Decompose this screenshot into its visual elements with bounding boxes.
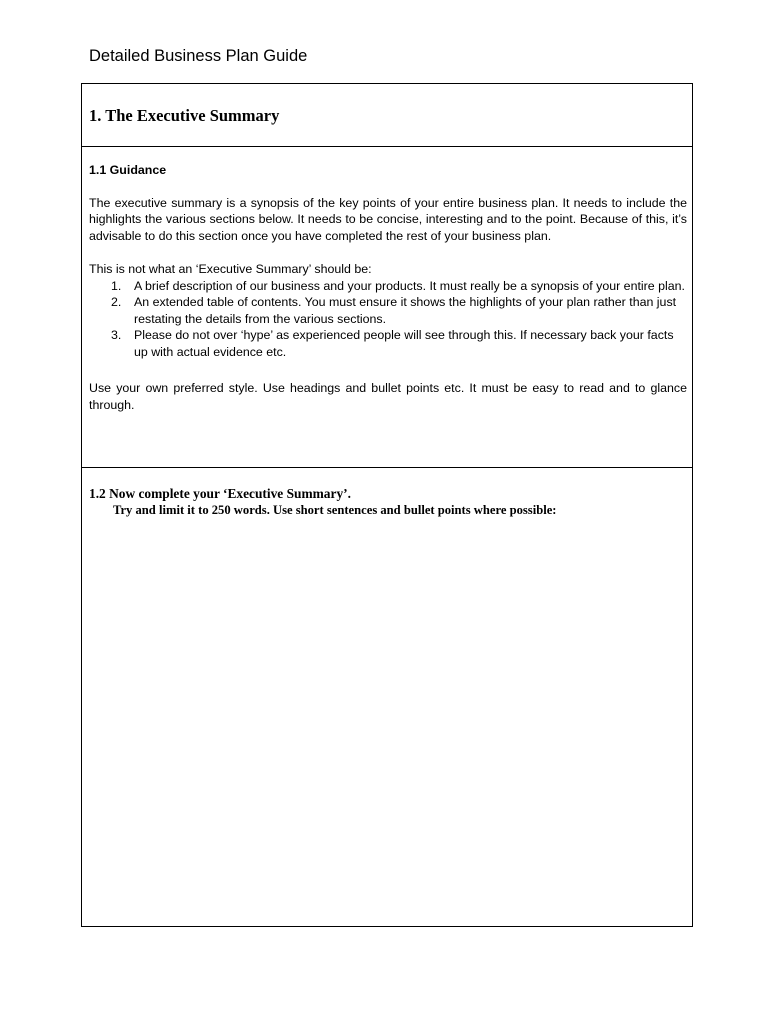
style-paragraph: Use your own preferred style. Use headings and bullet points etc. It must be easy to read and to glance through. [89, 381, 687, 412]
guidance-heading: 1.1 Guidance [89, 163, 167, 177]
list-item-number: 1. [111, 278, 122, 293]
list-item-number: 2. [111, 295, 122, 309]
guidance-paragraph: The executive summary is a synopsis of the key points of your entire business plan. It needs to include the highlights the various sections below. It needs to be concise, interesting and to the point. Because of this, it’s advisable to do this section once you have completed the rest of your business plan. [89, 195, 687, 243]
executive-summary-table [81, 83, 693, 927]
document-title: Detailed Business Plan Guide [89, 47, 308, 65]
list-item [89, 327, 687, 360]
list-item-text: An extended table of contents. You must ensure it shows the highlights of your plan rather than just restating the details from the various sections. [134, 295, 677, 326]
executive-summary-answer-area[interactable] [89, 528, 685, 919]
list-item-text: Please do not over ‘hype’ as experienced people will see through this. If necessary back your facts up with actual evidence etc. [134, 328, 674, 359]
list-intro: This is not what an ‘Executive Summary’ should be: [89, 262, 372, 276]
list-item [89, 278, 687, 295]
guidance-cell [82, 147, 692, 468]
numbered-list [89, 278, 687, 361]
section-header-cell [82, 84, 692, 147]
list-item [89, 294, 687, 327]
section-title: 1. The Executive Summary [89, 106, 280, 125]
completion-heading: 1.2 Now complete your ‘Executive Summary’. [89, 486, 351, 501]
list-item-text: A brief description of our business and your products. It must really be a synopsis of your entire plan. [134, 278, 685, 293]
completion-instruction: Try and limit it to 250 words. Use short sentences and bullet points where possible: [113, 503, 557, 517]
guidance-content [89, 162, 687, 413]
completion-cell [82, 468, 692, 926]
list-item-number: 3. [111, 328, 122, 342]
